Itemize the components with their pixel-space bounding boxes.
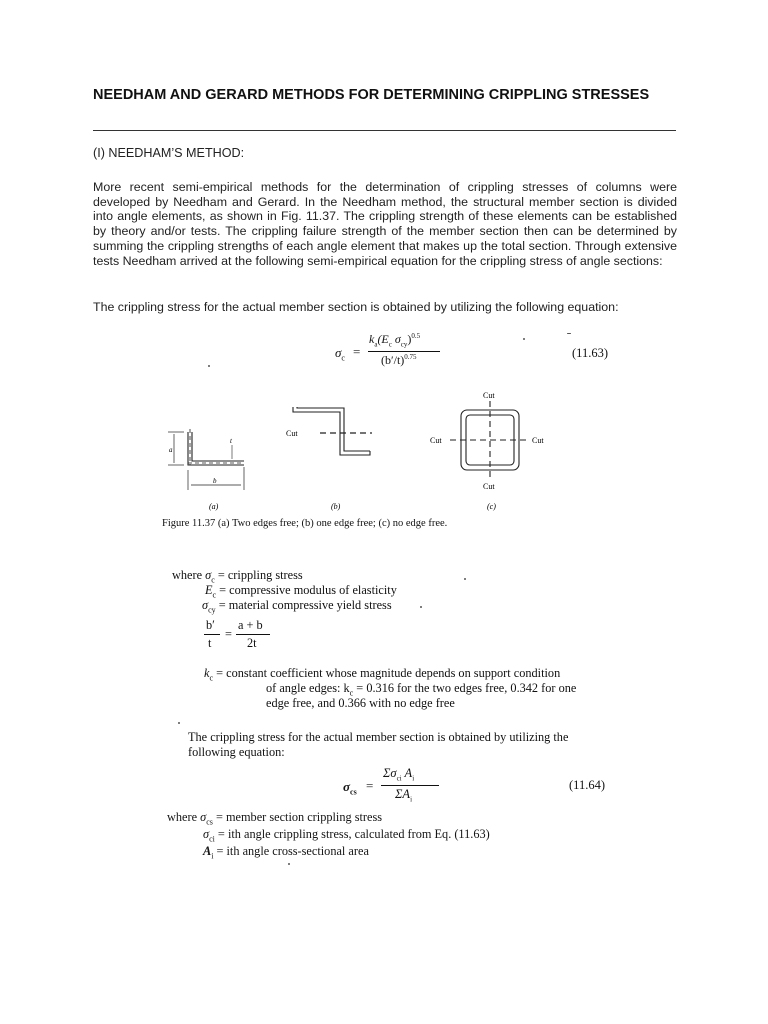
eq1-denominator <box>381 353 417 368</box>
def-sym: k <box>204 666 210 680</box>
figure-11-37 <box>150 385 600 515</box>
def-text: of angle edges: k <box>266 681 350 695</box>
def-sym: σ <box>202 598 209 612</box>
eq2-num-sub: ci <box>396 774 402 783</box>
eq1-num-exp: 0.5 <box>411 332 421 340</box>
subfig-label-a: (a) <box>209 502 219 511</box>
eq2-lhs-sub: cs <box>350 787 357 797</box>
def-sub: c <box>211 575 215 585</box>
scan-speck <box>567 333 571 334</box>
def-sigma-cy <box>202 598 392 618</box>
cut-label-c-bottom: Cut <box>483 482 495 491</box>
eq1-num-sigma: σ <box>391 332 401 346</box>
def-sub: i <box>211 851 214 861</box>
def-k-c-cont2: edge free, and 0.366 with no edge free <box>266 696 455 710</box>
eq1-equals: = <box>353 344 361 359</box>
cut-label-c-top: Cut <box>483 391 495 400</box>
angle-section-a <box>168 429 244 490</box>
equation-11-64 <box>343 766 463 808</box>
equation-number-11-63: (11.63) <box>572 346 608 360</box>
eq2-numerator <box>383 766 414 783</box>
eq2-lhs: σ <box>343 779 351 794</box>
frac-den-left: t <box>208 636 212 650</box>
intro-paragraph: More recent semi-empirical methods for the determination of crippling stresses of columns were developed by Needham and Gerard. In the Needham method, the structural member section is divided into angle elements, as shown in Fig. 11.37. The crippling strength of these elements can be established by theory and/or tests. The crippling failure strength of the member section then can be determined by summing the crippling strengths of each angle element that makes up the total section. Through extensive tests Needham arrived at the following semi-empirical equation for the crippling stress of angle sections: <box>93 180 677 268</box>
cut-label-c-right: Cut <box>532 436 544 445</box>
subfig-label-b: (b) <box>331 502 341 511</box>
def-sub: cs <box>206 817 213 827</box>
equation-intro-paragraph: The crippling stress for the actual member section is obtained by utilizing the following equation: <box>93 300 619 314</box>
subfig-label-c: (c) <box>487 502 496 511</box>
def-text: = member section crippling stress <box>212 810 383 824</box>
eq1-den-text: (b′/t) <box>381 353 405 367</box>
where-word: where <box>172 568 206 582</box>
eq1-num-k: k <box>369 332 375 346</box>
scan-speck <box>288 863 290 865</box>
scan-speck <box>178 722 180 724</box>
def-sym: E <box>205 583 213 597</box>
eq1-numerator <box>369 332 420 348</box>
dim-b: b <box>213 477 217 485</box>
eq2-fraction-bar <box>381 785 439 786</box>
eq1-lhs-sub: c <box>341 353 345 363</box>
frac-bar-right <box>236 634 270 635</box>
def-sym: A <box>203 844 212 858</box>
def-sub: cy <box>208 605 216 615</box>
frac-bar-left <box>204 634 220 635</box>
def-sym: σ <box>203 827 210 841</box>
def-sym: σ <box>205 568 212 582</box>
eq1-num-k-sub: a <box>374 340 378 349</box>
scan-speck <box>208 365 210 367</box>
eq1-num-e: (E <box>377 332 389 346</box>
def-sym: σ <box>200 810 207 824</box>
scan-speck <box>464 578 466 580</box>
eq2-num-sigma: Σσ <box>383 766 397 780</box>
frac-den-right: 2t <box>247 636 257 650</box>
figure-caption: Figure 11.37 (a) Two edges free; (b) one edge free; (c) no edge free. <box>162 518 448 529</box>
def-text: = compressive modulus of elasticity <box>216 583 397 597</box>
def-text: = 0.316 for the two edges free, 0.342 for one <box>353 681 577 695</box>
page-title: NEEDHAM AND GERARD METHODS FOR DETERMINING CRIPPLING STRESSES <box>93 87 650 103</box>
where-word: where <box>167 810 201 824</box>
frac-num-right: a + b <box>238 618 263 632</box>
cut-label-b: Cut <box>286 429 298 438</box>
eq1-fraction-bar <box>368 351 440 352</box>
eq2-den-text: ΣA <box>395 787 411 801</box>
def-text: = ith angle crippling stress, calculated from Eq. (11.63) <box>214 827 490 841</box>
eq2-denominator <box>395 787 412 804</box>
section-heading: (I) NEEDHAM’S METHOD: <box>93 146 245 160</box>
eq2-den-sub: i <box>410 795 413 804</box>
bprime-over-t-formula <box>204 618 284 654</box>
dim-a: a <box>169 446 173 454</box>
def-sub: c <box>212 590 217 600</box>
eq1-num-e-sub: c <box>388 340 392 349</box>
box-section-c <box>450 401 530 477</box>
def-text: = material compressive yield stress <box>215 598 392 612</box>
frac-equals: = <box>225 627 232 641</box>
def-text: = constant coefficient whose magnitude depends on support condition <box>213 666 561 680</box>
scan-speck <box>420 606 422 608</box>
equation-11-63 <box>335 334 455 374</box>
def-a-i <box>203 844 369 863</box>
equation-number-11-64: (11.64) <box>569 778 605 792</box>
def-text: = crippling stress <box>214 568 303 582</box>
eq1-den-exp: 0.75 <box>404 353 417 361</box>
eq2-num-a-sub: i <box>412 774 415 783</box>
variable-definitions-2 <box>167 810 607 870</box>
def-sub: c <box>209 673 214 683</box>
eq1-num-close: ) <box>407 332 412 346</box>
title-divider <box>93 130 676 131</box>
def-sub: ci <box>209 834 215 844</box>
dim-t: t <box>230 437 232 445</box>
def-sub: c <box>349 688 354 698</box>
eq1-num-sigma-sub: cy <box>400 340 408 349</box>
cut-label-c-left: Cut <box>430 436 442 445</box>
eq1-lhs: σ <box>335 345 342 360</box>
scanned-equation-intro: The crippling stress for the actual member section is obtained by utilizing the following equation: <box>188 730 569 759</box>
z-section-b <box>293 407 372 455</box>
frac-num-left: b′ <box>206 618 215 632</box>
scan-speck <box>523 338 525 340</box>
eq2-equals: = <box>366 778 374 793</box>
def-text: = ith angle cross-sectional area <box>213 844 369 858</box>
eq2-num-a: A <box>401 766 413 780</box>
